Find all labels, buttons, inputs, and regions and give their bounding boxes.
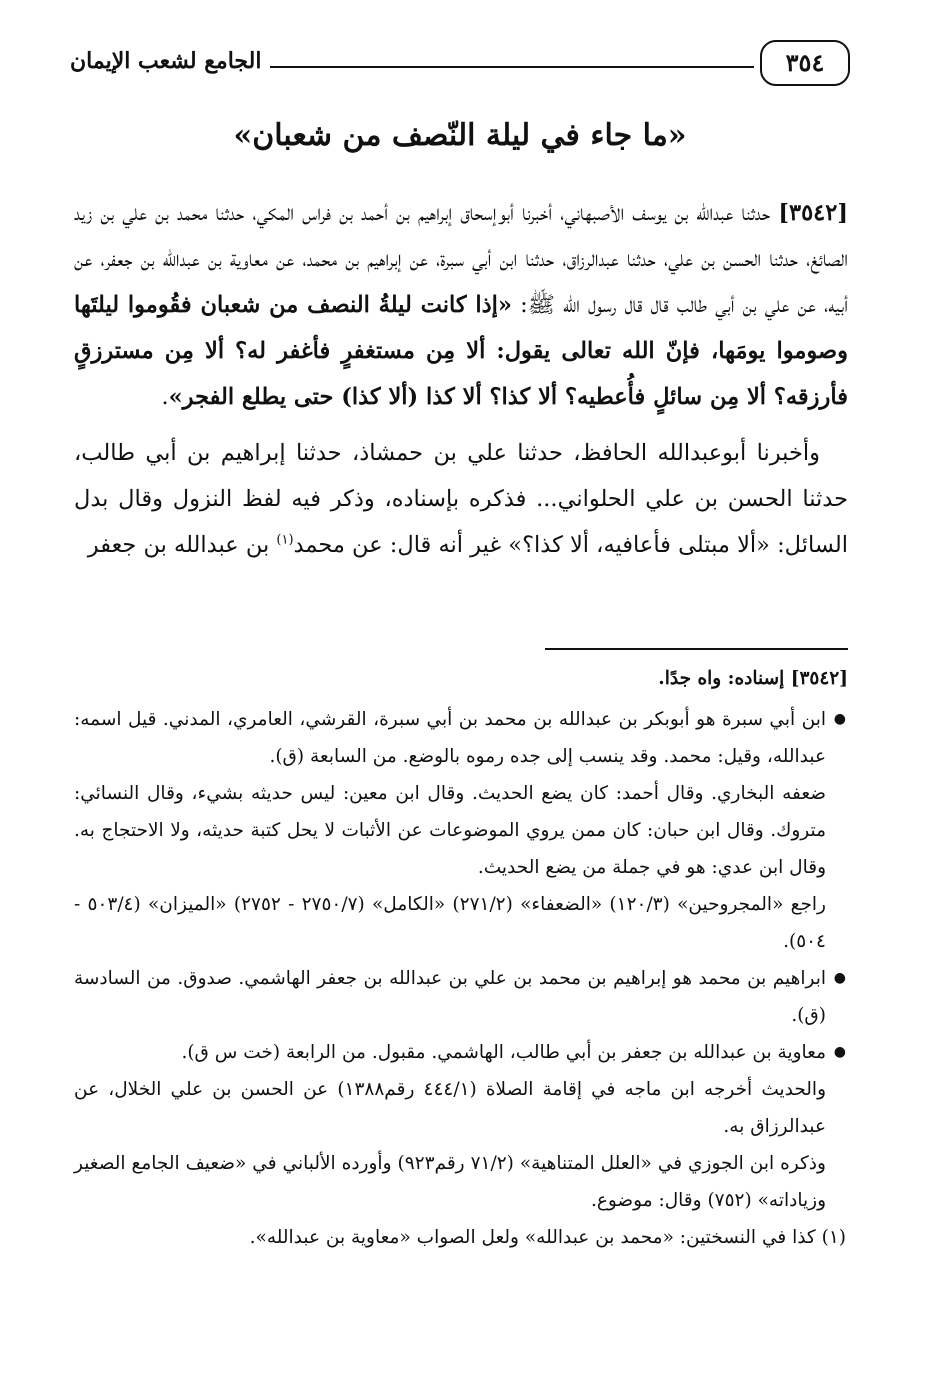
second-chain-end: بن عبدالله بن جعفر (87, 532, 277, 558)
page-header (70, 36, 850, 96)
note-text: ضعفه البخاري. وقال أحمد: كان يضع الحديث. وقال ابن معين: ليس حديثه بشيء، وقال النسائي: متروك. وقال ابن حبان: كان ممن يروي الموضوعات عن الأثبات لا يحل كتبة حديثه، ولا الاحتجاج به. وقال ابن عدي: هو في جملة من يضع الحديث. (74, 783, 826, 878)
notes-heading: [٣٥٤٢] إسناده: واه جدًا. (658, 668, 848, 689)
note-text: وذكره ابن الجوزي في «العلل المتناهية» (٧١/٢ رقم٩٢٣) وأورده الألباني في «ضعيف الجامع الصغير وزياداته» (٧٥٢) وقال: موضوع. (74, 1153, 826, 1211)
hadith-number: [٣٥٤٢] (778, 200, 848, 226)
hadith-paragraph (74, 190, 848, 420)
hadith-end: . (161, 384, 169, 410)
note-item (74, 701, 848, 775)
footnotes (74, 660, 848, 1256)
bullet-icon: ● (833, 970, 846, 986)
bullet-icon: ● (833, 711, 846, 727)
hadith-quote: «إذا كانت ليلةُ النصف من شعبان فقُوموا ليلتَها وصوموا يومَها، فإنّ الله تعالى يقول: ألا مِن مستغفرٍ فأغفر له؟ ألا مِن مسترزقٍ فأرزقه؟ ألا مِن سائلٍ فأُعطيه؟ ألا كذا؟ ألا كذا (ألا كذا) حتى يطلع الفجر» (74, 292, 848, 410)
bullet-icon: ● (833, 1044, 846, 1060)
book-title: الجامع لشعب الإيمان (70, 48, 262, 74)
note-text: معاوية بن عبدالله بن جعفر بن أبي طالب، الهاشمي. مقبول. من الرابعة (خت س ق). (181, 1042, 826, 1063)
isnad-text: حدثنا عبدالله بن يوسف الأصبهاني، أخبرنا أبوإسحاق إبراهيم بن أحمد بن فراس المكي، حدثنا محمد بن علي بن زيد الصائغ، حدثنا الحسن بن علي، حدثنا عبدالرزاق، حدثنا ابن أبي سبرة، عن إبراهيم بن محمد، عن معاوية بن عبدالله بن جعفر، عن أبيه، عن علي بن أبي طالب قال قال رسول الله ﷺ: (74, 200, 848, 318)
second-chain-paragraph (74, 430, 848, 568)
note-text: ابراهيم بن محمد هو إبراهيم بن محمد بن علي بن عبدالله بن جعفر الهاشمي. صدوق. من السادسة (ق). (74, 968, 826, 1026)
footnote-divider (545, 648, 848, 650)
note-text: راجع «المجروحين» (١٢٠/٣) «الضعفاء» (٢٧١/٢) «الكامل» (٢٧٥٠/٧ - ٢٧٥٢) «الميزان» (٥٠٣/٤ - ٥٠٤). (74, 894, 826, 952)
page-number: ٣٥٤ (760, 40, 850, 86)
main-text (74, 190, 848, 578)
footnote-1: (١) كذا في النسختين: «محمد بن عبدالله» ولعل الصواب «معاوية بن عبدالله». (249, 1227, 846, 1248)
note-item (74, 960, 848, 1034)
note-item (74, 1034, 848, 1071)
header-rule (270, 66, 754, 68)
chapter-title: «ما جاء في ليلة النّصف من شعبان» (233, 118, 687, 153)
footnote-ref[interactable]: (١) (276, 532, 294, 548)
note-text: والحديث أخرجه ابن ماجه في إقامة الصلاة (٤٤٤/١ رقم١٣٨٨) عن الحسن بن علي الخلال، عن عبدالرزاق به. (74, 1079, 826, 1137)
note-text: ابن أبي سبرة هو أبوبكر بن عبدالله بن محمد بن أبي سبرة، القرشي، العامري، المدني. قيل اسمه: عبدالله، وقيل: محمد. وقد ينسب إلى جده رموه بالوضع. من السابعة (ق). (74, 709, 826, 767)
second-chain-text: وأخبرنا أبوعبدالله الحافظ، حدثنا علي بن حمشاذ، حدثنا إبراهيم بن أبي طالب، حدثنا الحسن بن علي الحلواني... فذكره بإسناده، وذكر فيه لفظ النزول وقال بدل السائل: «ألا مبتلى فأعافيه، ألا كذا؟» غير أنه قال: عن محمد (74, 440, 848, 558)
